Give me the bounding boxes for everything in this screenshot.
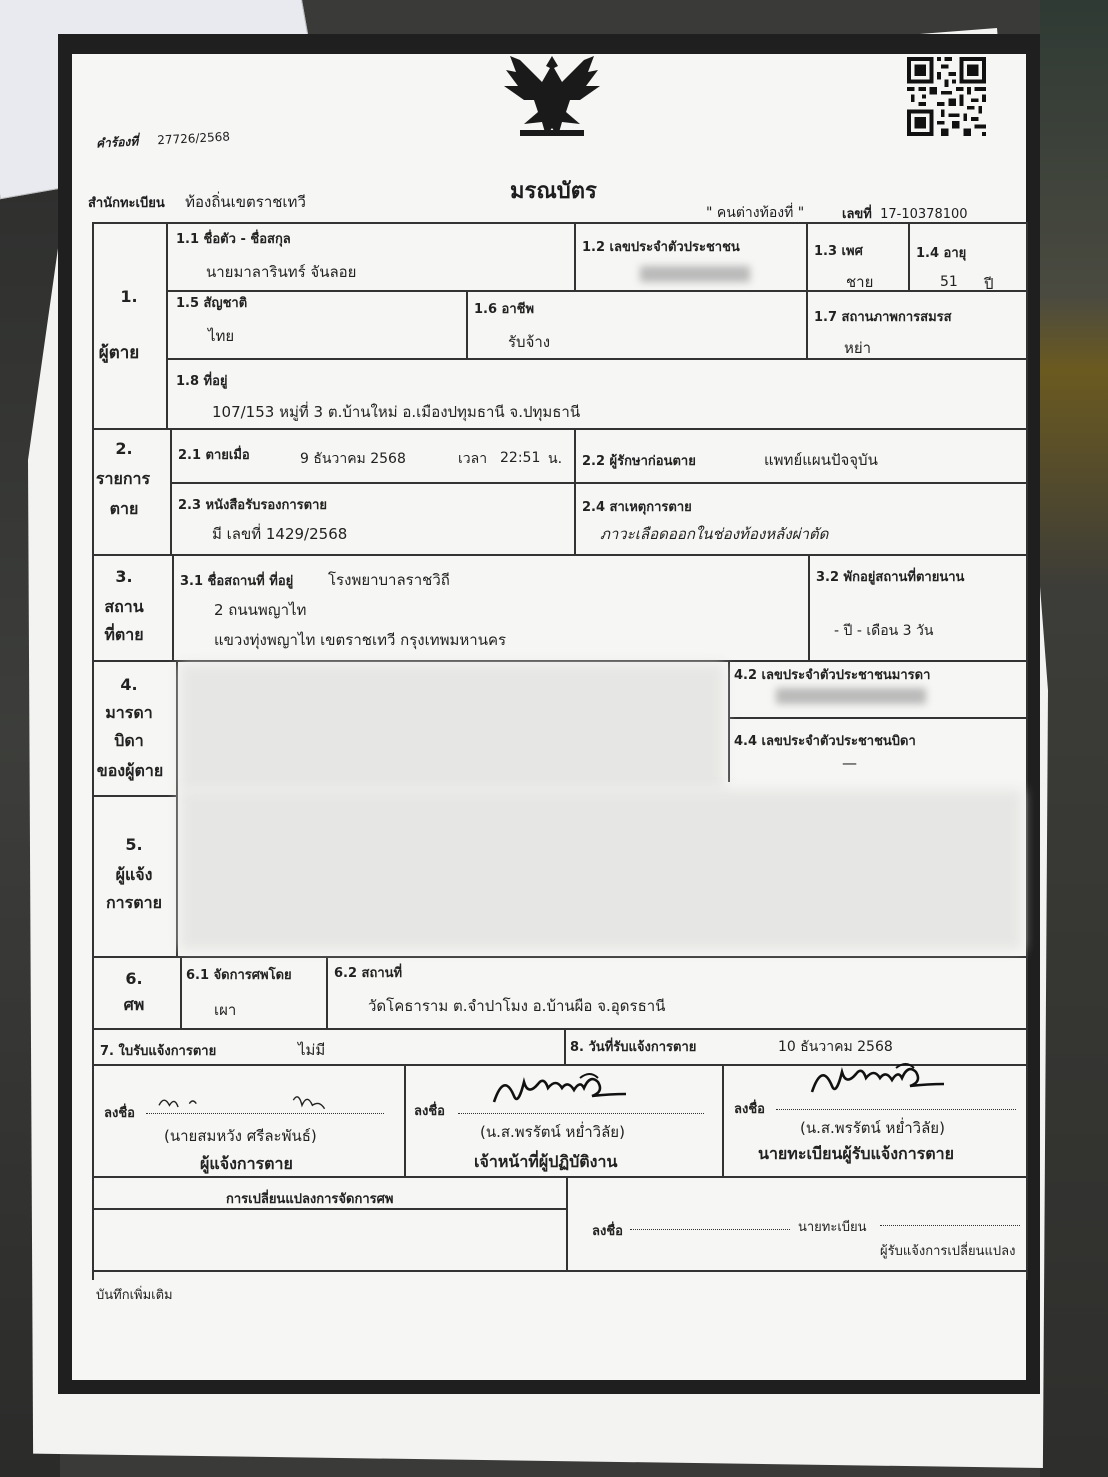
sex-label: 1.3 เพศ (814, 244, 863, 259)
section-2-title-2: ตาย (109, 499, 139, 518)
divider (170, 482, 1026, 484)
request-number: คำร้องที่ 27726/2568 (95, 129, 231, 151)
qr-code-icon (905, 57, 988, 136)
caregiver-value: แพทย์แผนปัจจุบัน (764, 451, 878, 469)
divider (806, 222, 808, 358)
divider (404, 1064, 406, 1176)
officer-name: (น.ส.พรรัตน์ หย่ำวิลัย) (480, 1123, 625, 1141)
notes-label: บันทึกเพิ่มเติม (96, 1288, 173, 1303)
place-name: โรงพยาบาลราชวิถี (328, 571, 450, 589)
sign-line-3 (776, 1108, 1016, 1110)
section-3-title-2: ที่ตาย (104, 625, 144, 644)
funeral-place: วัดโคธาราม ต.จำปาโมง อ.บ้านผือ จ.อุดรธานี (368, 997, 666, 1015)
divider (728, 660, 730, 782)
section-1-title: ผู้ตาย (98, 343, 140, 363)
place-line-2: 2 ถนนพญาไท (214, 601, 307, 619)
section-2-number: 2. (115, 439, 133, 458)
marital-value: หย่า (844, 339, 872, 357)
section-5-number: 5. (125, 835, 143, 854)
divider (166, 358, 1026, 360)
funeral-method: เผา (214, 1001, 237, 1019)
divider (166, 222, 168, 428)
sign-label-3: ลงชื่อ (734, 1102, 765, 1117)
time-label: เวลา (458, 451, 488, 467)
registry-office: สำนักทะเบียน ท้องถิ่นเขตราชเทวี (88, 193, 306, 211)
section-1-number: 1. (120, 287, 138, 306)
document-title: มรณบัตร (510, 179, 597, 204)
section-6-number: 6. (125, 969, 143, 988)
divider (722, 1064, 724, 1176)
death-date-label: 2.1 ตายเมื่อ (178, 448, 250, 463)
section-4-title: มารดา (105, 703, 153, 722)
funeral-method-label: 6.1 จัดการศพโดย (186, 968, 292, 983)
notice-date-label: 8. วันที่รับแจ้งการตาย (570, 1040, 697, 1055)
notice-date: 10 ธันวาคม 2568 (778, 1039, 893, 1055)
age-value: 51 (940, 274, 958, 290)
death-cert-label: 2.3 หนังสือรับรองการตาย (178, 498, 327, 513)
divider (326, 956, 328, 1028)
stay-label: 3.2 พักอยู่สถานที่ตายนาน (816, 570, 965, 585)
change-title: การเปลี่ยนแปลงการจัดการศพ (226, 1192, 394, 1207)
section-5-title-2: การตาย (105, 893, 162, 912)
funeral-place-label: 6.2 สถานที่ (334, 966, 403, 981)
divider (180, 956, 182, 1028)
age-label: 1.4 อายุ (916, 246, 967, 261)
informant-name: (นายสมหวัง ศรีละพันธ์) (164, 1127, 317, 1145)
officer-signature (490, 1068, 640, 1118)
place-label: 3.1 ชื่อสถานที่ ที่อยู่ (180, 574, 294, 589)
divider (172, 554, 174, 660)
place-line-3: แขวงทุ่งพญาไท เขตราชเทวี กรุงเทพมหานคร (214, 631, 507, 649)
section-5-title: ผู้แจ้ง (115, 865, 153, 884)
table-border (1026, 222, 1028, 1280)
father-id-label: 4.4 เลขประจำตัวประชาชนบิดา (734, 734, 916, 749)
address-value: 107/153 หมู่ที่ 3 ต.บ้านใหม่ อ.เมืองปทุมธานี จ.ปทุมธานี (212, 403, 581, 421)
stay-value: - ปี - เดือน 3 วัน (834, 623, 934, 639)
divider (728, 717, 1026, 719)
garuda-emblem-icon (500, 52, 604, 144)
redacted-parents (180, 664, 724, 790)
sex-value: ชาย (846, 273, 874, 291)
section-4-number: 4. (120, 675, 138, 694)
name-label: 1.1 ชื่อตัว - ชื่อสกุล (176, 232, 291, 247)
table-border (92, 222, 1026, 224)
sign-label-2: ลงชื่อ (414, 1104, 445, 1119)
id-label: 1.2 เลขประจำตัวประชาชน (582, 240, 740, 255)
background-right (1040, 0, 1108, 1477)
receipt-label: 7. ใบรับแจ้งการตาย (100, 1044, 217, 1059)
registrar-signature (808, 1058, 958, 1108)
officer-role: เจ้าหน้าที่ผู้ปฏิบัติงาน (474, 1152, 618, 1171)
death-date: 9 ธันวาคม 2568 (300, 451, 406, 467)
registrar-role: นายทะเบียนผู้รับแจ้งการตาย (758, 1144, 955, 1163)
nationality-label: 1.5 สัญชาติ (176, 296, 248, 311)
divider (170, 428, 172, 554)
divider (92, 795, 176, 797)
divider (574, 222, 576, 290)
divider (574, 428, 576, 554)
change-registrar-label: นายทะเบียน (798, 1220, 867, 1235)
age-unit: ปี (984, 275, 994, 293)
section-4-title-3: ของผู้ตาย (96, 761, 164, 780)
section-2-title: รายการ (95, 469, 151, 488)
change-registrar-line (880, 1224, 1020, 1226)
receipt-value: ไม่มี (298, 1041, 326, 1059)
cause-value: ภาวะเลือดออกในช่องท้องหลังผ่าตัด (600, 525, 829, 543)
divider (92, 1270, 1026, 1272)
father-id-value: — (842, 754, 857, 772)
divider (908, 222, 910, 290)
certificate-number: เลขที่ 17-10378100 (842, 207, 968, 222)
address-label: 1.8 ที่อยู่ (176, 374, 228, 389)
divider (176, 660, 178, 956)
section-6-title: ศพ (123, 995, 145, 1014)
divider (808, 554, 810, 660)
divider (564, 1028, 566, 1064)
death-cert-value: มี เลขที่ 1429/2568 (212, 525, 348, 543)
informant-role: ผู้แจ้งการตาย (200, 1154, 293, 1173)
time-unit: น. (548, 451, 563, 467)
marital-label: 1.7 สถานภาพการสมรส (814, 310, 952, 325)
nationality-value: ไทย (208, 327, 235, 345)
informant-signature (150, 1088, 350, 1114)
cause-label: 2.4 สาเหตุการตาย (582, 500, 692, 515)
divider (566, 1176, 568, 1270)
section-4-title-2: บิดา (114, 731, 144, 750)
redacted-informant (180, 790, 1022, 950)
mother-id-label: 4.2 เลขประจำตัวประชาชนมารดา (734, 668, 931, 683)
section-3-number: 3. (115, 567, 133, 586)
redacted-mother-id (776, 688, 926, 704)
change-receiver: ผู้รับแจ้งการเปลี่ยนแปลง (880, 1244, 1016, 1259)
death-time: 22:51 (500, 450, 541, 466)
change-sign-line (630, 1228, 790, 1230)
divider (466, 290, 468, 358)
deceased-name: นายมาลารินทร์ จันลอย (206, 263, 357, 281)
occupation-label: 1.6 อาชีพ (474, 302, 535, 317)
divider (92, 428, 1026, 430)
divider (92, 660, 1026, 662)
divider (166, 290, 1026, 292)
caregiver-label: 2.2 ผู้รักษาก่อนตาย (582, 454, 696, 469)
occupation-value: รับจ้าง (508, 333, 551, 351)
registrar-name: (น.ส.พรรัตน์ หย่ำวิลัย) (800, 1119, 945, 1137)
section-3-title: สถาน (104, 597, 144, 616)
change-sign-label: ลงชื่อ (592, 1224, 623, 1239)
divider (92, 1028, 1026, 1030)
divider (92, 554, 1026, 556)
out-of-area-note: " คนต่างท้องที่ " (706, 205, 805, 221)
sign-label-1: ลงชื่อ (104, 1106, 135, 1121)
divider (92, 956, 1026, 958)
redacted-id (640, 266, 750, 282)
